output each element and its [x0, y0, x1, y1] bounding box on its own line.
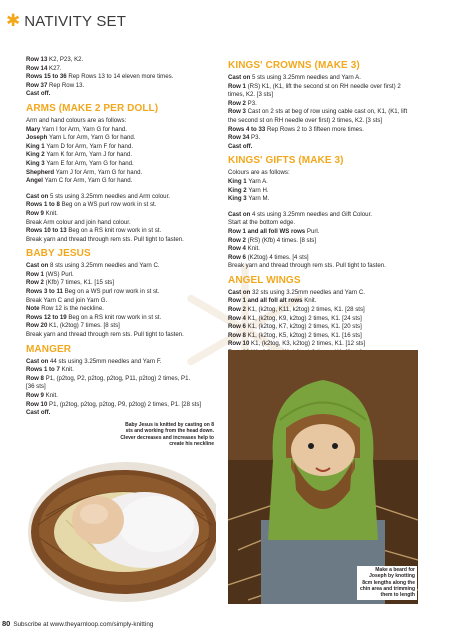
instruction-line	[228, 178, 424, 187]
instruction-label: Row 6	[228, 253, 248, 261]
instructions-right-column	[228, 56, 424, 358]
instruction-text: P3.	[251, 134, 261, 142]
instruction-text: Row 12 is the neckline.	[41, 305, 104, 313]
section-title: NATIVITY SET	[24, 12, 127, 30]
instruction-text: Purl.	[306, 227, 320, 235]
instruction-line	[228, 169, 424, 178]
instruction-label: Cast on	[228, 74, 253, 81]
instruction-text: Beg on a RS knit row work in st st.	[68, 227, 162, 235]
instruction-line	[26, 305, 222, 314]
instruction-label: Row 4	[228, 314, 248, 322]
instruction-text: (Kfb) 7 times, K1. [15 sts]	[45, 279, 115, 287]
instruction-text: K1, (k2tog, K9, k2tog) 2 times, K1. [24 sts]	[247, 314, 362, 322]
instruction-label: Row 2	[228, 236, 248, 244]
joseph-caption: Make a beard for Joseph by knotting 8cm lengths along the chin area and trimming them to length	[357, 566, 417, 600]
instruction-text: K27.	[49, 64, 62, 72]
instruction-text: (K2tog) 4 times. [4 sts]	[247, 253, 309, 261]
instruction-line	[26, 65, 222, 74]
instruction-line	[26, 56, 222, 65]
instruction-label: Shepherd	[26, 168, 56, 176]
instruction-line	[26, 134, 222, 143]
instruction-line	[26, 392, 222, 401]
instruction-line	[26, 236, 222, 245]
star-icon: ✱	[6, 10, 21, 31]
instruction-line	[26, 82, 222, 91]
instruction-label: Row 20	[26, 322, 50, 330]
instruction-line	[228, 262, 424, 271]
section-heading: KINGS' GIFTS (MAKE 3)	[228, 155, 344, 167]
instruction-text: 4 sts using 3.25mm needles and Gift Colour.	[252, 210, 372, 218]
instruction-text: Arm and hand colours are as follows:	[26, 116, 127, 124]
page-number: 80	[2, 619, 11, 628]
instruction-label: Row 13	[26, 56, 50, 63]
instruction-line	[228, 289, 424, 298]
instruction-text: Cast on 2 sts at beg of row using cable cast on, K1, (K1, lift	[247, 108, 408, 116]
instruction-text: (RS) K1, (K1, lift the second st on RH needle over first) 2	[247, 82, 401, 90]
instruction-line	[26, 201, 222, 210]
instruction-text: (RS) (Kfb) 4 times. [8 sts]	[247, 236, 317, 244]
instruction-label: Rows 1 to 7	[26, 366, 62, 374]
instruction-line	[228, 126, 424, 135]
instruction-line	[26, 331, 222, 340]
instruction-label: Note	[26, 305, 42, 313]
instruction-label: Joseph	[26, 134, 50, 142]
instruction-text: Break yarn and thread through rem sts. Pull tight to fasten.	[228, 262, 386, 270]
instruction-text: 5 sts using 3.25mm needles and Arm colour.	[50, 192, 170, 200]
instruction-line	[228, 91, 424, 100]
paragraph-gap	[26, 186, 222, 193]
instruction-label: Rows 10 to 13	[26, 227, 69, 235]
instruction-text: Yarn D for Arm, Yarn F for hand.	[46, 142, 134, 150]
instruction-text: Break Yarn C and join Yarn G.	[26, 296, 108, 304]
instruction-line	[26, 366, 222, 375]
instruction-text: Yarn J for Arm, Yarn G for hand.	[55, 168, 143, 176]
instruction-label: Cast on	[228, 288, 253, 296]
instruction-label: Cast off.	[26, 90, 51, 98]
instruction-line	[26, 90, 222, 99]
instruction-line	[26, 177, 222, 186]
instruction-line	[26, 279, 222, 288]
instruction-line	[26, 193, 222, 202]
instruction-label: Row 8	[228, 331, 248, 339]
instruction-line	[228, 117, 424, 126]
instruction-line	[26, 73, 222, 82]
instruction-text: Knit.	[61, 366, 74, 374]
instruction-text: K2, P23, K2.	[49, 56, 84, 63]
instruction-line	[228, 332, 424, 341]
instruction-label: Row 2	[228, 306, 248, 314]
section-heading: KINGS' CROWNS (MAKE 3)	[228, 60, 360, 71]
instruction-label: King 3	[228, 195, 249, 203]
instruction-label: Rows 1 to 8	[26, 201, 62, 209]
instruction-line	[228, 83, 424, 92]
instruction-text: the second st on RH needle over first) 2 times, K2. [3 sts]	[228, 116, 383, 124]
instruction-text: P1, (p2tog, p2tog, p2tog, P9, p2tog) 2 times, P1. [28 sts]	[49, 400, 202, 408]
instruction-label: Cast on	[26, 262, 51, 270]
instruction-label: Row 9	[26, 392, 46, 399]
instruction-label: Row 1 and all foll WS rows	[228, 227, 307, 235]
instruction-line	[26, 169, 222, 178]
instruction-line	[228, 228, 424, 237]
instruction-line	[26, 143, 222, 152]
instruction-line	[228, 245, 424, 254]
instruction-text: 5 sts using 3.25mm needles and Yarn A.	[252, 74, 361, 81]
section-heading: ARMS (MAKE 2 PER DOLL)	[26, 102, 159, 114]
instruction-line	[228, 134, 424, 143]
instruction-text: (WS) Purl.	[45, 270, 74, 278]
instruction-text: Yarn H.	[248, 186, 269, 194]
instruction-line	[228, 323, 424, 332]
instruction-label: Row 2	[26, 279, 46, 287]
instruction-line	[26, 314, 222, 323]
joseph-photo	[228, 350, 418, 604]
instruction-text: K1, (k2tog) 7 times. [8 sts]	[49, 322, 120, 330]
instruction-line	[26, 358, 222, 367]
instruction-text: Knit.	[304, 297, 317, 305]
instruction-line	[228, 74, 424, 83]
instruction-label: King 2	[26, 151, 47, 159]
instruction-text: Knit.	[247, 245, 260, 253]
instruction-line	[26, 219, 222, 228]
instruction-text: Colours are as follows:	[228, 169, 290, 177]
instruction-text: Break yarn and thread through rem sts. Pull tight to fasten.	[26, 331, 184, 339]
instruction-text: [36 sts]	[26, 383, 46, 391]
paragraph-gap	[228, 204, 424, 211]
instruction-text: K1, (k2tog, K5, k2tog) 2 times, K1. [16 sts]	[247, 331, 362, 339]
baby-jesus-caption: Baby Jesus is knitted by casting on 8 sts and working from the head down. Clever decreases and increases help to create his neckline	[118, 421, 216, 449]
instruction-text: P3.	[247, 99, 257, 107]
instruction-line	[26, 409, 222, 418]
instruction-line	[26, 322, 222, 331]
instruction-text: P1, (p2tog, P2, p2tog, p2tog, P11, p2tog) 2 times, P1.	[45, 374, 191, 382]
instruction-text: 32 sts using 3.25mm needles and Yarn C.	[252, 288, 365, 296]
instruction-line	[26, 210, 222, 219]
section-heading: ANGEL WINGS	[228, 274, 301, 286]
instruction-line	[228, 254, 424, 263]
instruction-text: Beg on a WS purl row work in st st.	[61, 201, 157, 209]
instruction-line	[26, 117, 222, 126]
instruction-label: King 2	[228, 186, 249, 194]
instruction-label: Row 10	[228, 340, 252, 348]
instruction-line	[228, 108, 424, 117]
instruction-text: Beg on a WS purl row work in st st.	[64, 288, 160, 296]
instruction-label: Row 4	[228, 245, 248, 253]
instruction-line	[228, 306, 424, 315]
instruction-text: Yarn M.	[248, 195, 270, 203]
instruction-label: Cast on	[228, 210, 253, 218]
instruction-label: Row 8	[26, 374, 46, 382]
instruction-line	[26, 288, 222, 297]
instruction-label: Row 3	[228, 108, 248, 116]
instruction-label: Cast on	[26, 357, 51, 365]
instruction-line	[228, 297, 424, 306]
instruction-text: Break Arm colour and join hand colour.	[26, 218, 131, 226]
instruction-label: Row 1 and all foll alt rows	[228, 297, 305, 305]
instruction-text: Yarn L for Arm, Yarn G for hand.	[49, 134, 136, 142]
instruction-line	[228, 219, 424, 228]
instruction-text: K1, (k2tog, K3, k2tog) 2 times, K1. [12 sts]	[251, 340, 366, 348]
instruction-label: Rows 4 to 33	[228, 125, 267, 133]
instruction-line	[228, 340, 424, 349]
page-header	[6, 11, 126, 31]
instruction-label: Row 10	[26, 400, 50, 408]
instruction-text: K1, (k2tog, K11, k2tog) 2 times, K1. [28 sts]	[247, 306, 365, 314]
instruction-text: Knit.	[45, 209, 58, 217]
instruction-line	[228, 143, 424, 152]
instruction-line	[26, 401, 222, 410]
instruction-label: Row 2	[228, 99, 248, 107]
instruction-text: times, K2. [3 sts]	[228, 91, 274, 99]
instruction-line	[228, 211, 424, 220]
instruction-label: Row 6	[228, 323, 248, 331]
instruction-line	[228, 315, 424, 324]
instructions-left-column	[26, 56, 222, 418]
instruction-text: K1, (k2tog, K7, k2tog) 2 times, K1. [20 sts]	[247, 323, 362, 331]
section-heading: MANGER	[26, 343, 72, 355]
baby-jesus-photo	[26, 420, 216, 604]
instruction-text: Rep Rows 13 to 14 eleven more times.	[68, 73, 174, 81]
page-footer	[2, 620, 153, 629]
instruction-line	[26, 383, 222, 392]
instruction-label: Row 37	[26, 81, 50, 89]
instruction-text: Yarn A.	[248, 177, 268, 185]
instruction-label: King 1	[26, 142, 47, 150]
instruction-text: Yarn K for Arm, Yarn J for hand.	[46, 151, 133, 159]
instruction-label: Rows 15 to 36	[26, 73, 69, 81]
instruction-label: Cast off.	[228, 142, 253, 150]
instruction-label: Row 34	[228, 134, 252, 142]
instruction-label: Row 14	[26, 64, 50, 72]
instruction-label: Row 1	[26, 270, 46, 278]
instruction-label: King 3	[26, 159, 47, 167]
instruction-text: Rep Rows 2 to 3 fifteen more times.	[266, 125, 364, 133]
instruction-line	[26, 151, 222, 160]
instruction-line	[228, 100, 424, 109]
instruction-line	[26, 297, 222, 306]
instruction-text: Knit.	[45, 392, 58, 399]
instruction-line	[228, 187, 424, 196]
instruction-label: Rows 12 to 19	[26, 313, 69, 321]
instruction-label: Cast on	[26, 192, 51, 200]
instruction-text: Yarn E for Arm, Yarn G for hand.	[46, 159, 134, 167]
instruction-text: Beg on a RS knit row work in st st.	[68, 313, 162, 321]
instruction-label: Angel	[26, 177, 45, 185]
instruction-text: Break yarn and thread through rem sts. Pull tight to fasten.	[26, 235, 184, 243]
instruction-label: Row 1	[228, 82, 248, 90]
instruction-line	[26, 227, 222, 236]
instruction-line	[26, 375, 222, 384]
instruction-line	[26, 262, 222, 271]
instruction-text: Yarn I for Arm, Yarn G for hand.	[41, 125, 127, 133]
instruction-label: Row 9	[26, 209, 46, 217]
instruction-label: King 1	[228, 177, 249, 185]
instruction-line	[26, 126, 222, 135]
subscribe-link[interactable]: Subscribe at www.theyarnloop.com/simply-knitting	[13, 621, 154, 628]
instruction-label: Rows 3 to 11	[26, 288, 65, 296]
instruction-label: Cast off.	[26, 409, 51, 417]
instruction-label: Mary	[26, 125, 42, 133]
instruction-line	[26, 271, 222, 280]
instruction-text: Rep Row 13.	[49, 81, 85, 89]
section-heading: BABY JESUS	[26, 248, 91, 260]
instruction-text: Start at the bottom edge.	[228, 219, 296, 227]
instruction-text: Yarn C for Arm, Yarn G for hand.	[44, 177, 133, 185]
instruction-line	[228, 237, 424, 246]
instruction-line	[228, 195, 424, 204]
instruction-text: 8 sts using 3.25mm needles and Yarn C.	[50, 262, 160, 270]
instruction-text: 44 sts using 3.25mm needles and Yarn F.	[50, 357, 162, 365]
instruction-line	[26, 160, 222, 169]
